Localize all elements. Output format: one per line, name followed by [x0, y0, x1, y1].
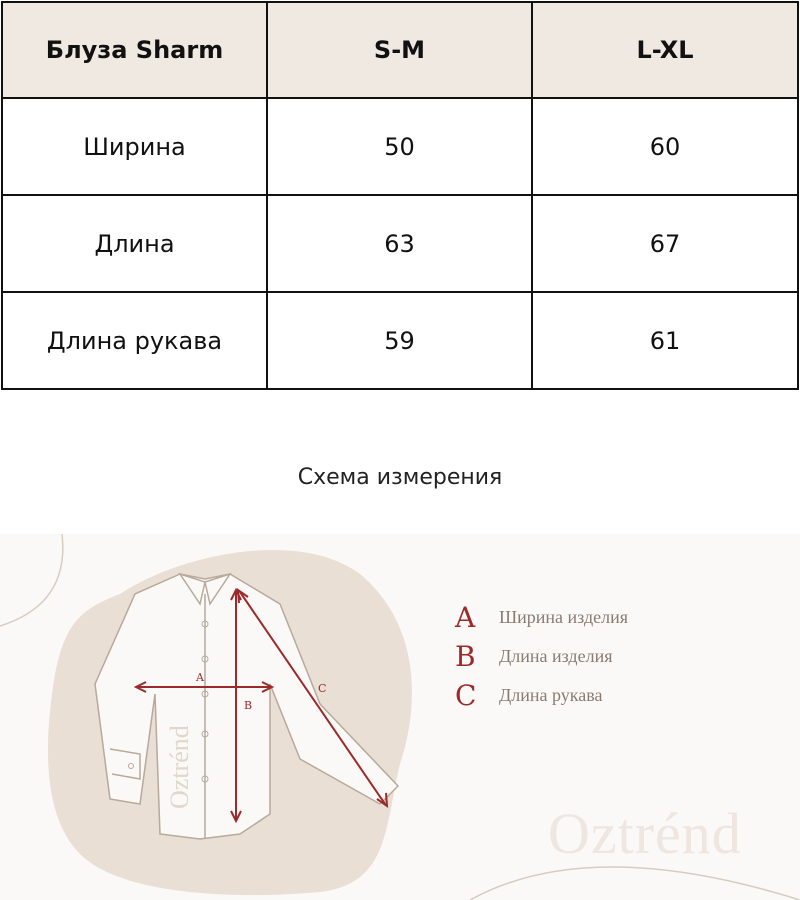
header-size-sm: S-M: [267, 2, 532, 98]
legend-text: Ширина изделия: [499, 607, 629, 627]
table-row: [2, 292, 798, 389]
legend-text: Длина изделия: [499, 646, 613, 666]
legend-letter: C: [455, 679, 477, 712]
size-table: [1, 1, 799, 390]
legend-item: [455, 598, 628, 637]
cell-value: 60: [532, 98, 798, 195]
legend-item: [455, 676, 628, 715]
cell-value: 59: [267, 292, 532, 389]
legend-letter: A: [455, 601, 476, 634]
header-size-lxl: L-XL: [532, 2, 798, 98]
scheme-title: Схема измерения: [297, 465, 503, 490]
decor-arc-left: [0, 534, 63, 626]
row-label: Длина рукава: [2, 292, 267, 389]
table-row: [2, 98, 798, 195]
decor-arc-bottom: [470, 867, 800, 900]
cell-value: 50: [267, 98, 532, 195]
header-product: Блуза Sharm: [2, 2, 267, 98]
measurement-legend: [455, 598, 628, 715]
label-a: A: [196, 671, 204, 684]
table-header-row: [2, 2, 798, 98]
cell-value: 67: [532, 195, 798, 292]
row-label: Ширина: [2, 98, 267, 195]
legend-letter: B: [455, 640, 476, 673]
brand-watermark: Oztrénd: [548, 801, 742, 866]
cell-value: 63: [267, 195, 532, 292]
cell-value: 61: [532, 292, 798, 389]
table-row: [2, 195, 798, 292]
legend-text: Длина рукава: [499, 685, 603, 705]
label-b: B: [244, 699, 253, 712]
legend-item: [455, 637, 628, 676]
label-c: C: [318, 682, 327, 695]
row-label: Длина: [2, 195, 267, 292]
shirt-watermark: Oztrénd: [165, 725, 194, 809]
